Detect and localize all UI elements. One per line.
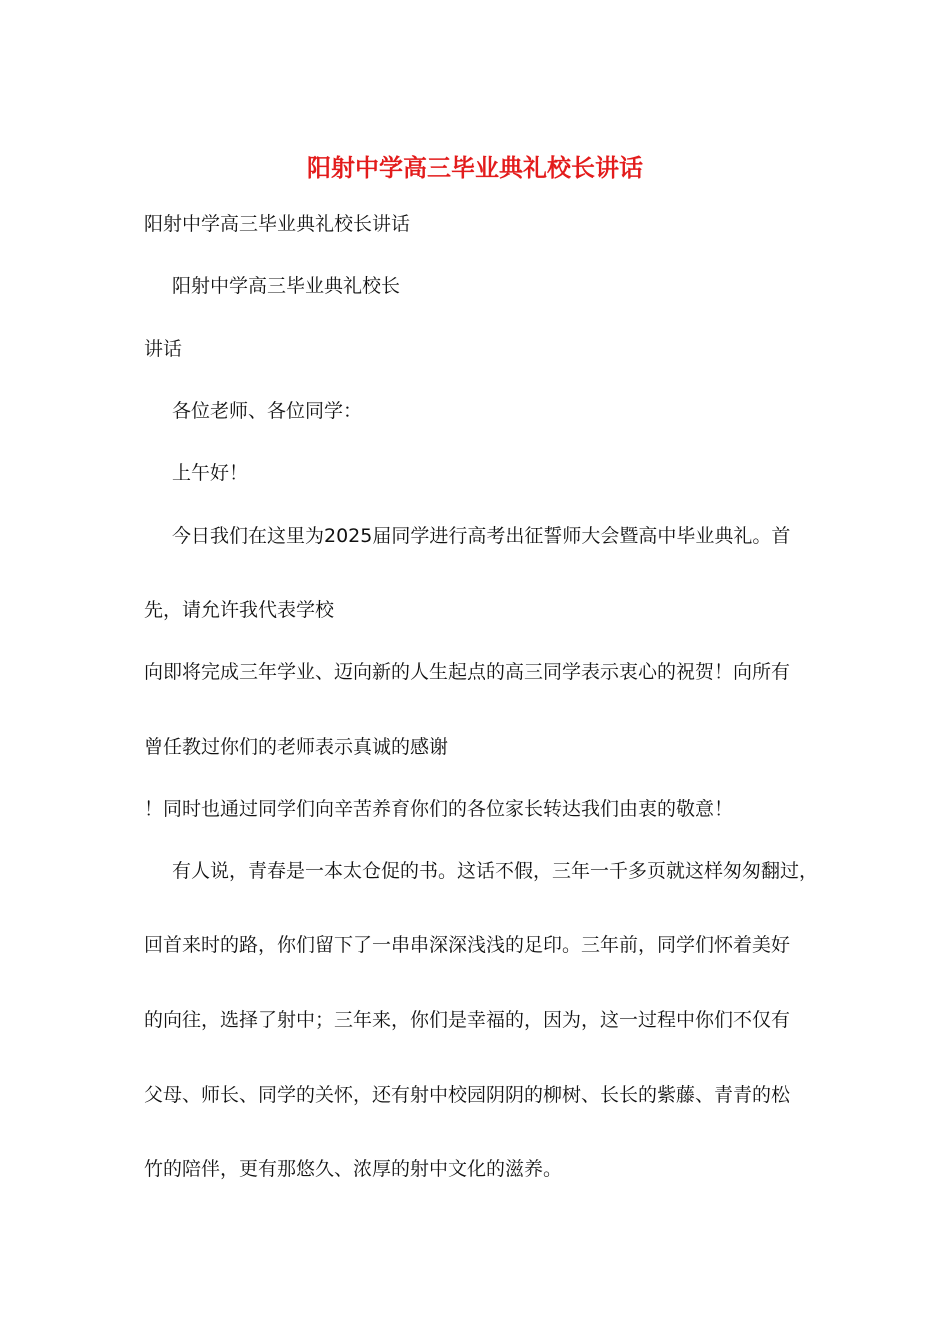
paragraph-line: 的向往，选择了射中；三年来，你们是幸福的，因为，这一过程中你们不仅有 xyxy=(144,1009,791,1031)
paragraph-line: 向即将完成三年学业、迈向新的人生起点的高三同学表示衷心的祝贺！向所有 xyxy=(144,661,791,683)
paragraph-line: ！同时也通过同学们向辛苦养育你们的各位家长转达我们由衷的敬意！ xyxy=(144,798,734,820)
paragraph-line: 有人说，青春是一本太仓促的书。这话不假，三年一千多页就这样匆匆翻过， xyxy=(172,860,819,882)
greeting-line: 各位老师、各位同学： xyxy=(172,400,363,422)
greeting-line: 上午好！ xyxy=(172,462,249,484)
paragraph-line: 回首来时的路，你们留下了一串串深深浅浅的足印。三年前，同学们怀着美好 xyxy=(144,934,791,956)
paragraph-line: 先，请允许我代表学校 xyxy=(144,599,335,621)
text-line: 讲话 xyxy=(144,338,183,360)
paragraph-line: 父母、师长、同学的关怀，还有射中校园阴阴的柳树、长长的紫藤、青青的松 xyxy=(144,1084,791,1106)
paragraph-line: 竹的陪伴，更有那悠久、浓厚的射中文化的滋养。 xyxy=(144,1158,563,1180)
paragraph-line: 今日我们在这里为2025届同学进行高考出征誓师大会暨高中毕业典礼。首 xyxy=(172,525,791,547)
text-line: 阳射中学高三毕业典礼校长 xyxy=(172,275,401,297)
paragraph-line: 曾任教过你们的老师表示真诚的感谢 xyxy=(144,736,449,758)
document-title: 阳射中学高三毕业典礼校长讲话 xyxy=(307,153,643,182)
text-line: 阳射中学高三毕业典礼校长讲话 xyxy=(144,213,411,235)
